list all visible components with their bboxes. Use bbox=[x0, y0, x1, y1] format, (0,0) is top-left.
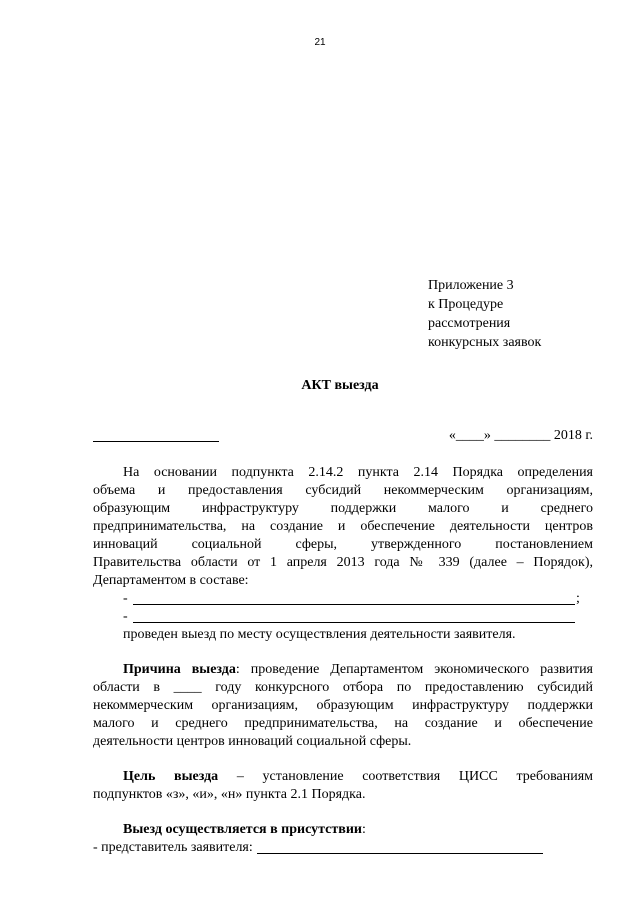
member-blank bbox=[133, 622, 575, 623]
text-line: Правительства области от 1 апреля 2013 года № 339 (далее – Порядок), bbox=[93, 555, 593, 570]
text-line bbox=[93, 768, 593, 786]
appendix-line: конкурсных заявок bbox=[428, 335, 542, 350]
page-number: 21 bbox=[314, 37, 326, 48]
text-line: некоммерческим организациям, образующим инфраструктуру поддержки bbox=[93, 698, 593, 713]
representative-label: - представитель заявителя: bbox=[93, 840, 253, 855]
member-blank bbox=[133, 604, 575, 605]
presence-section bbox=[93, 821, 593, 857]
text-line: предпринимательства, на создание и обеспечение деятельности центров bbox=[93, 519, 593, 534]
purpose-paragraph bbox=[93, 768, 593, 804]
text-line: малого и среднего предпринимательства, на создание и обеспечение bbox=[93, 716, 593, 731]
representative-blank bbox=[257, 839, 543, 854]
text-line: объема и предоставления субсидий некоммерческим организациям, bbox=[93, 483, 593, 498]
appendix-line: рассмотрения bbox=[428, 316, 511, 331]
purpose-label: Цель выезда bbox=[123, 769, 219, 784]
text-line bbox=[93, 661, 593, 679]
date-text: «____» ________ 2018 г. bbox=[448, 428, 593, 443]
member-dash: - bbox=[123, 591, 128, 606]
text-line: подпунктов «з», «и», «н» пункта 2.1 Порядка. bbox=[93, 787, 366, 802]
text-line: области в ____ году конкурсного отбора по предоставлению субсидий bbox=[93, 680, 593, 695]
reason-paragraph bbox=[93, 661, 593, 751]
text-line: На основании подпункта 2.14.2 пункта 2.14 Порядка определения bbox=[123, 465, 593, 480]
text-line: Департаментом в составе: bbox=[93, 573, 249, 588]
member-line bbox=[93, 608, 593, 626]
text-line bbox=[93, 839, 593, 857]
purpose-text: – установление соответствия ЦИСС требованиям bbox=[218, 769, 593, 784]
text-line: инноваций социальной сферы, утвержденного постановлением bbox=[93, 537, 593, 552]
member-line bbox=[93, 590, 593, 608]
member-dash: - bbox=[123, 609, 128, 624]
appendix-line: к Процедуре bbox=[428, 297, 504, 312]
document-title: АКТ выезда bbox=[301, 378, 379, 393]
appendix-block bbox=[428, 276, 541, 352]
place-blank bbox=[93, 441, 219, 442]
document-body bbox=[93, 464, 593, 857]
presence-heading-suffix: : bbox=[361, 822, 366, 837]
text-line: проведен выезд по месту осуществления деятельности заявителя. bbox=[123, 627, 516, 642]
reason-text: : проведение Департаментом экономического развития bbox=[235, 662, 594, 677]
intro-paragraph bbox=[93, 464, 593, 644]
member-terminator: ; bbox=[576, 591, 580, 606]
appendix-line: Приложение 3 bbox=[428, 278, 514, 293]
text-line: образующим инфраструктуру поддержки малого и среднего bbox=[93, 501, 593, 516]
date-line bbox=[93, 428, 593, 448]
presence-heading: Выезд осуществляется в присутствии bbox=[123, 822, 362, 837]
text-line: деятельности центров инноваций социальной сферы. bbox=[93, 734, 412, 749]
reason-label: Причина выезда bbox=[123, 662, 236, 677]
text-line bbox=[93, 821, 593, 839]
